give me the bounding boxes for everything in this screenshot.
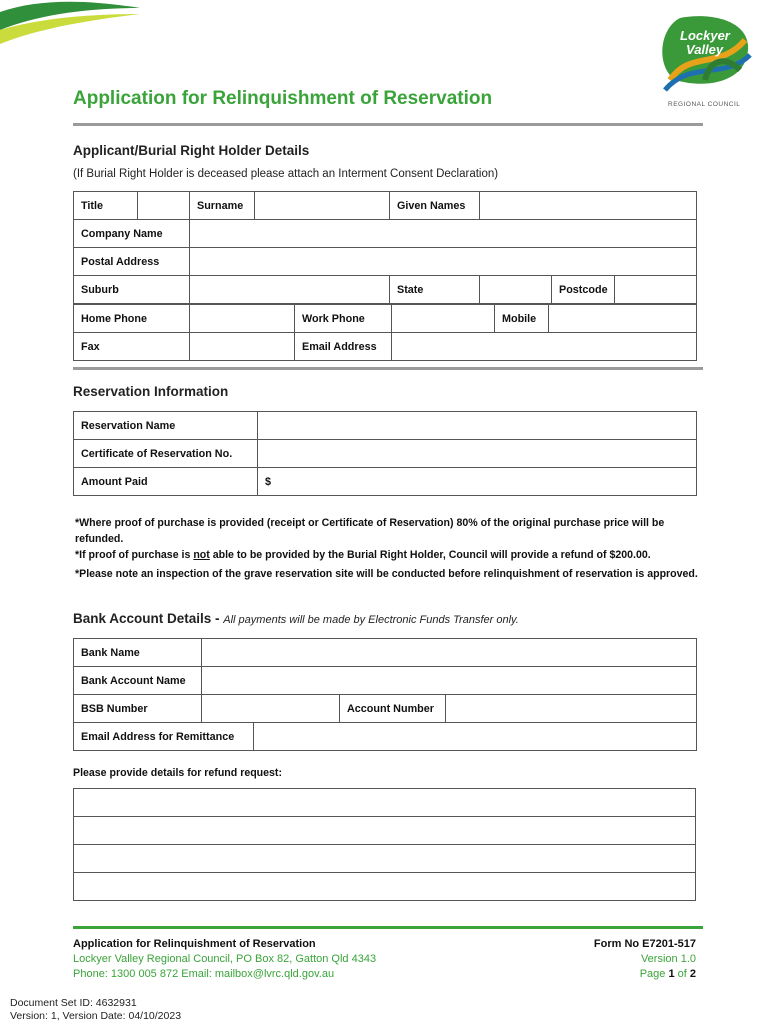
postal-label: Postal Address [74, 248, 190, 276]
refund-line-1[interactable] [74, 789, 696, 817]
reservation-heading: Reservation Information [73, 384, 229, 399]
bank-heading-note: All payments will be made by Electronic Funds Transfer only. [223, 614, 519, 626]
bank-table [73, 638, 697, 751]
refund-note-2b: able to be provided by the Burial Right Holder, Council will provide a refund of $200.00. [209, 549, 651, 561]
mobile-label: Mobile [495, 305, 549, 333]
account-name-input[interactable] [202, 667, 697, 695]
docset-version: Version: 1, Version Date: 04/10/2023 [10, 1010, 182, 1022]
applicant-note: (If Burial Right Holder is deceased please attach an Interment Consent Declaration) [73, 168, 499, 180]
company-input[interactable] [190, 220, 697, 248]
leaf-logo-icon [650, 10, 760, 110]
footer-page [594, 967, 696, 982]
home-phone-input[interactable] [190, 305, 295, 333]
email-label: Email Address [295, 333, 392, 361]
given-names-label: Given Names [390, 192, 480, 220]
refund-note-2-not: not [193, 549, 210, 561]
mobile-input[interactable] [549, 305, 697, 333]
account-number-input[interactable] [446, 695, 697, 723]
phone-table [73, 304, 697, 361]
footer-divider [73, 926, 703, 929]
page-current: 1 [668, 968, 675, 980]
footer-right [594, 937, 696, 982]
page-title: Application for Relinquishment of Reservation [73, 88, 493, 109]
title-input[interactable] [138, 192, 190, 220]
reservation-table [73, 411, 697, 496]
refund-note-1: *Where proof of purchase is provided (receipt or Certificate of Reservation) 80% of the original purchase price will be refunded. [75, 517, 665, 545]
remit-email-input[interactable] [254, 723, 697, 751]
footer-address: Lockyer Valley Regional Council, PO Box 82, Gatton Qld 4343 [73, 953, 377, 965]
state-input[interactable] [480, 276, 552, 304]
email-input[interactable] [392, 333, 697, 361]
page-prefix: Page [639, 968, 669, 980]
page-total: 2 [689, 968, 696, 980]
certificate-label: Certificate of Reservation No. [74, 440, 258, 468]
suburb-label: Suburb [74, 276, 190, 304]
bank-name-input[interactable] [202, 639, 697, 667]
account-name-label: Bank Account Name [74, 667, 202, 695]
bank-heading: Bank Account Details - [73, 611, 224, 626]
bank-heading-row [73, 610, 519, 628]
footer-contact: Phone: 1300 005 872 Email: mailbox@lvrc.qld.gov.au [73, 968, 335, 980]
fax-label: Fax [74, 333, 190, 361]
footer-left [73, 937, 376, 982]
refund-note-2 [75, 547, 700, 563]
refund-line-4[interactable] [74, 873, 696, 901]
bank-name-label: Bank Name [74, 639, 202, 667]
amount-label: Amount Paid [74, 468, 258, 496]
document-set-info [10, 997, 181, 1023]
footer-form-title: Application for Relinquishment of Reservation [73, 938, 316, 950]
logo-text-line1: Lockyer [680, 28, 730, 43]
work-phone-label: Work Phone [295, 305, 392, 333]
fax-input[interactable] [190, 333, 295, 361]
postcode-label: Postcode [552, 276, 615, 304]
postcode-input[interactable] [615, 276, 697, 304]
header-swoosh [0, 0, 140, 60]
surname-label: Surname [190, 192, 255, 220]
refund-line-3[interactable] [74, 845, 696, 873]
bsb-input[interactable] [202, 695, 340, 723]
logo-subtitle: REGIONAL COUNCIL [668, 101, 741, 108]
applicant-table [73, 191, 697, 304]
refund-note-2a: *If proof of purchase is [75, 549, 194, 561]
refund-prompt: Please provide details for refund request: [73, 767, 282, 779]
work-phone-input[interactable] [392, 305, 495, 333]
title-divider [73, 123, 703, 126]
title-label: Title [74, 192, 138, 220]
suburb-input[interactable] [190, 276, 390, 304]
account-number-label: Account Number [340, 695, 446, 723]
council-logo [650, 10, 760, 110]
footer-form-no: Form No E7201-517 [593, 938, 696, 950]
applicant-heading: Applicant/Burial Right Holder Details [73, 143, 310, 158]
postal-input[interactable] [190, 248, 697, 276]
docset-id: Document Set ID: 4632931 [10, 997, 137, 1009]
section-divider [73, 367, 703, 370]
state-label: State [390, 276, 480, 304]
footer-version: Version 1.0 [640, 953, 696, 965]
refund-line-2[interactable] [74, 817, 696, 845]
surname-input[interactable] [255, 192, 390, 220]
home-phone-label: Home Phone [74, 305, 190, 333]
amount-input[interactable]: $ [258, 468, 697, 496]
logo-text-line2: Valley [686, 42, 724, 57]
refund-details-table [73, 788, 696, 901]
certificate-input[interactable] [258, 440, 697, 468]
reservation-name-label: Reservation Name [74, 412, 258, 440]
refund-note-3: *Please note an inspection of the grave reservation site will be conducted before relinquishment of reservation is approved. [75, 568, 698, 580]
given-names-input[interactable] [480, 192, 697, 220]
remit-email-label: Email Address for Remittance [74, 723, 254, 751]
company-label: Company Name [74, 220, 190, 248]
reservation-name-input[interactable] [258, 412, 697, 440]
page-of: of [674, 968, 690, 980]
bsb-label: BSB Number [74, 695, 202, 723]
